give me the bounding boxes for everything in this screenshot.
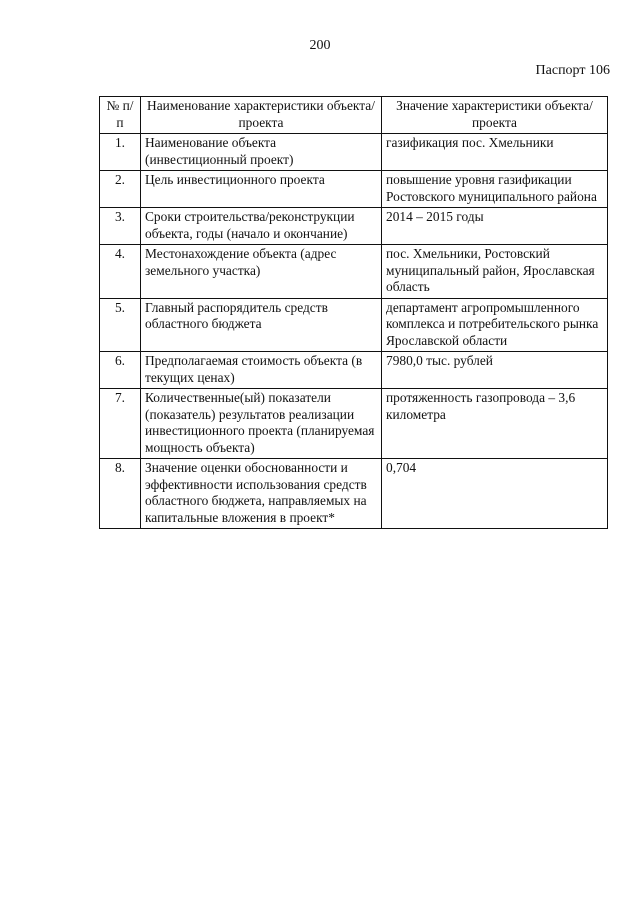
row-characteristic-name: Количественные(ый) показатели (показатель) результатов реализации инвестиционного проекта (планируемая мощность объекта) <box>141 389 382 459</box>
row-number: 2. <box>100 171 141 208</box>
table-row <box>100 459 608 529</box>
row-characteristic-name: Предполагаемая стоимость объекта (в текущих ценах) <box>141 352 382 389</box>
row-characteristic-name: Значение оценки обоснованности и эффективности использования средств областного бюджета, направляемых на капитальные вложения в проект* <box>141 459 382 529</box>
row-characteristic-name: Сроки строительства/реконструкции объекта, годы (начало и окончание) <box>141 208 382 245</box>
row-characteristic-value: 2014 – 2015 годы <box>382 208 608 245</box>
table-row <box>100 134 608 171</box>
header-number: № п/п <box>100 97 141 134</box>
page-number: 200 <box>309 38 331 53</box>
row-number: 8. <box>100 459 141 529</box>
row-number: 7. <box>100 389 141 459</box>
row-characteristic-value: 0,704 <box>382 459 608 529</box>
row-characteristic-value: повышение уровня газификации Ростовского муниципального района <box>382 171 608 208</box>
row-number: 6. <box>100 352 141 389</box>
header-characteristic-name: Наименование характеристики объекта/проекта <box>141 97 382 134</box>
row-characteristic-value: 7980,0 тыс. рублей <box>382 352 608 389</box>
row-number: 4. <box>100 245 141 299</box>
table-row <box>100 245 608 299</box>
row-characteristic-name: Наименование объекта (инвестиционный проект) <box>141 134 382 171</box>
table-row <box>100 208 608 245</box>
row-characteristic-name: Главный распорядитель средств областного бюджета <box>141 298 382 352</box>
table-row <box>100 171 608 208</box>
table-header-row <box>100 97 608 134</box>
row-characteristic-value: протяженность газопровода – 3,6 километра <box>382 389 608 459</box>
row-characteristic-name: Местонахождение объекта (адрес земельного участка) <box>141 245 382 299</box>
row-number: 5. <box>100 298 141 352</box>
table-row <box>100 352 608 389</box>
table-row <box>100 389 608 459</box>
row-characteristic-value: департамент агропромышленного комплекса и потребительского рынка Ярославской области <box>382 298 608 352</box>
row-number: 3. <box>100 208 141 245</box>
passport-label: Паспорт 106 <box>535 63 610 78</box>
header-characteristic-value: Значение характеристики объекта/проекта <box>382 97 608 134</box>
passport-table <box>99 96 608 529</box>
row-characteristic-name: Цель инвестиционного проекта <box>141 171 382 208</box>
table-row <box>100 298 608 352</box>
row-characteristic-value: пос. Хмельники, Ростовский муниципальный район, Ярославская область <box>382 245 608 299</box>
row-characteristic-value: газификация пос. Хмельники <box>382 134 608 171</box>
row-number: 1. <box>100 134 141 171</box>
